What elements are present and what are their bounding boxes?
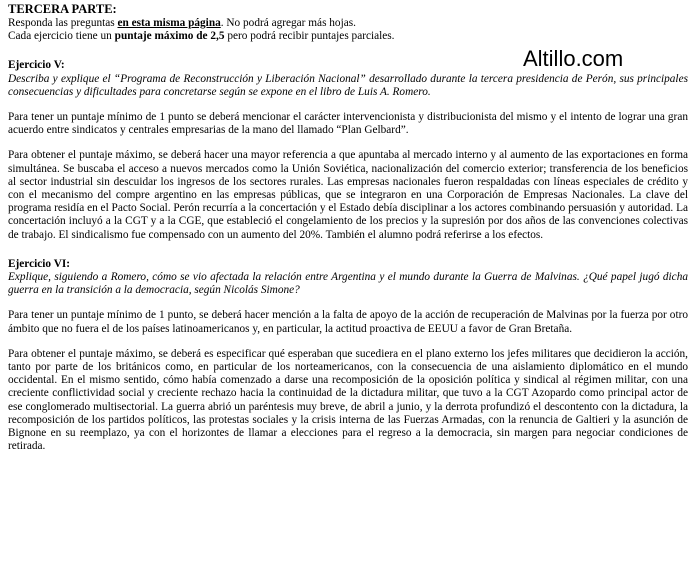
instruction-text: . No podrá agregar más hojas. xyxy=(220,17,356,29)
spacer xyxy=(8,336,688,348)
maximum-score-paragraph: Para obtener el puntaje máximo, se deberá hacer una mayor referencia a que apuntaba al mercado interno y al aumento de las exportaciones en forma simultánea. Se buscaba el acceso a nuevos mercados como la Unión Soviética, nacionalización del comercio exterior; transferencia de los beneficios al sector industrial sin descuidar los ingresos de los sectores rurales. Las empresas nacionales fueron respaldadas con líneas especiales de crédito y con el mecanismo del compre argentino en las empresas públicas, que se integraron en una Corporación de Empresas Nacionales. La clave del programa residía en el Pacto Social. Perón recurría a la concertación y el Estado debía disciplinar a los actores combinando persuasión y autoridad. La concertación incluyó a la CGT y a la CGE, que estableció el congelamiento de los precios y la supresión por dos años de las convenciones colectivas de trabajo. El sindicalismo fue compensado con un aumento del 20%. También el alumno podrá referirse a los efectos. xyxy=(8,149,688,241)
altillo-logo: Altillo.com xyxy=(523,46,624,71)
instruction-underlined: en esta misma página xyxy=(117,17,221,29)
exercise-vi xyxy=(8,258,688,454)
exercise-title: Ejercicio V: xyxy=(8,59,65,72)
minimum-score-paragraph: Para tener un puntaje mínimo de 1 punto se deberá mencionar el carácter intervencionista y distribucionista del mismo y el intento de lograr una gran acuerdo entre sindicatos y centrales empresarias de la mano del llamado “Plan Gelbard”. xyxy=(8,111,688,137)
spacer xyxy=(8,242,688,258)
instruction-text: pero podrá recibir puntajes parciales. xyxy=(224,30,395,43)
instruction-text: Cada ejercicio tiene un xyxy=(8,30,115,43)
exercise-prompt: Describa y explique el “Programa de Reconstrucción y Liberación Nacional” desarrollado durante la tercera presidencia de Perón, sus principales consecuencias y dificultades para concretarse según se expone en el libro de Luis A. Romero. xyxy=(8,72,688,98)
spacer xyxy=(8,99,688,111)
exercise-v xyxy=(8,59,688,241)
instruction-line-1 xyxy=(8,17,688,30)
maximum-score-paragraph: Para obtener el puntaje máximo, se deberá es especificar qué esperaban que sucediera en el plano externo los jefes militares que decidieron la acción, tanto por parte de los británicos como, en particular de los norteamericanos, con la consecuencia de una aislamiento diplomático en el mundo occidental. En el mismo sentido, cómo había comenzado a darse una recomposición de la oposición política y sindical al régimen militar, con una creciente conflictividad social y creciente rechazo hacia la continuidad de la dictadura militar, que tuvo a la CGT Azopardo como principal actor de ese conglomerado multisectorial. La guerra abrió un paréntesis muy breve, de abril a junio, y la derrota profundizó el descontento con la dictadura, la recomposición de los partidos políticos, las protestas sociales y la crisis interna de las Fuerzas Armadas, con la renuncia de Galtieri y la asunción de Bignone en su reemplazo, ya con el horizontes de llamar a elecciones para el regreso a la democracia, sin margen para negociar condiciones de retirada. xyxy=(8,347,688,453)
spacer xyxy=(8,137,688,149)
minimum-score-paragraph: Para tener un puntaje mínimo de 1 punto, se deberá hacer mención a la falta de apoyo de la acción de recuperación de Malvinas por la fuerza por otro ámbito que no fuera el de los países latinoamericanos y, en particular, la actitud proactiva de EEUU a favor de Gran Bretaña. xyxy=(8,309,688,335)
instruction-text: Responda las preguntas xyxy=(8,17,118,29)
part-title: TERCERA PARTE: xyxy=(8,2,117,16)
exercise-prompt: Explique, siguiendo a Romero, cómo se vio afectada la relación entre Argentina y el mundo durante la Guerra de Malvinas. ¿Qué papel jugó dicha guerra en la transición a la democracia, según Nicolás Simone? xyxy=(8,271,688,297)
exercise-title: Ejercicio VI: xyxy=(8,257,71,270)
spacer xyxy=(8,297,688,309)
instruction-line-2 xyxy=(8,30,688,43)
instruction-bold: puntaje máximo de 2,5 xyxy=(114,30,225,43)
